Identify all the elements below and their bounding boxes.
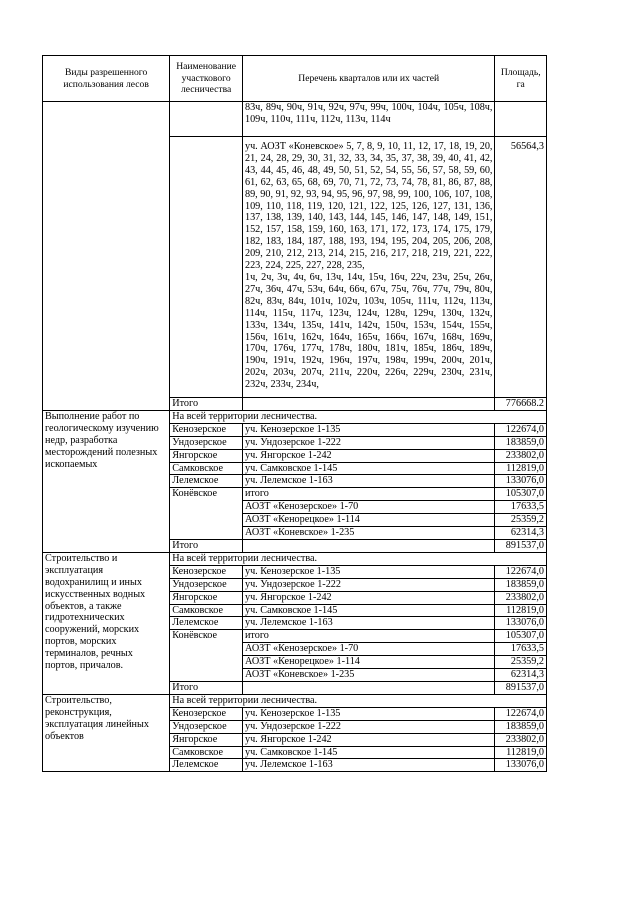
quarters-cell: [242, 398, 495, 411]
section-row: [43, 552, 547, 565]
quarters-cell: АОЗТ «Кенозерское» 1-70: [242, 643, 495, 656]
table-row: [43, 102, 547, 137]
total-value: 891537,0: [495, 681, 547, 694]
total-value: 891537,0: [495, 540, 547, 553]
total-label: Итого: [170, 681, 243, 694]
quarters-cell: уч. Лелемское 1-163: [242, 759, 495, 772]
quarters-cell: [242, 540, 495, 553]
total-label: Итого: [170, 540, 243, 553]
forestry-cell: Кенозерское: [170, 565, 243, 578]
forestry-cell: Лелемское: [170, 475, 243, 488]
quarters-cell: уч. Янгорское 1-242: [242, 733, 495, 746]
use-type-cell: Строительство и эксплуатация водохранилищ и иных искусственных водных объектов, а также гидротехнических сооружений, морских портов, морских терминалов, речных портов, причалов.: [43, 552, 170, 694]
quarters-cell: уч. Ундозерское 1-222: [242, 578, 495, 591]
area-cell: 122674,0: [495, 423, 547, 436]
total-value: 776668.2: [495, 398, 547, 411]
forestry-cell: Ундозерское: [170, 436, 243, 449]
forestry-cell: Ундозерское: [170, 578, 243, 591]
area-cell: 112819,0: [495, 604, 547, 617]
quarters-cell: АОЗТ «Коневское» 1-235: [242, 527, 495, 540]
forestry-cell: Янгорское: [170, 733, 243, 746]
area-cell: 233802,0: [495, 591, 547, 604]
quarters-cell: уч. Самковское 1-145: [242, 604, 495, 617]
quarters-cell: уч. Кенозерское 1-135: [242, 707, 495, 720]
konevskoe-parts-list: 1ч, 2ч, 3ч, 4ч, 6ч, 13ч, 14ч, 15ч, 16ч, 22ч, 23ч, 25ч, 26ч, 27ч, 36ч, 47ч, 53ч, 64ч, 66ч, 67ч, 75ч, 76ч, 77ч, 79ч, 80ч, 82ч, 83ч, 84ч, 101ч, 102ч, 103ч, 105ч, 111ч, 112ч, 113ч, 114ч, 115ч, 117ч, 123ч, 124ч, 128ч, 129ч, 130ч, 132ч, 133ч, 134ч, 135ч, 141ч, 142ч, 150ч, 153ч, 154ч, 155ч, 156ч, 161ч, 162ч, 164ч, 165ч, 166ч, 167ч, 168ч, 169ч, 170ч, 176ч, 177ч, 178ч, 180ч, 181ч, 185ч, 186ч, 189ч, 190ч, 191ч, 192ч, 196ч, 197ч, 198ч, 199ч, 200ч, 201ч, 202ч, 203ч, 207ч, 211ч, 220ч, 226ч, 229ч, 230ч, 231ч, 232ч, 233ч, 234ч,: [244, 271, 493, 391]
quarters-cell: уч. Кенозерское 1-135: [242, 565, 495, 578]
use-type-cell: [43, 102, 170, 411]
forestry-cell: Конёвское: [170, 488, 243, 540]
quarters-cell: 83ч, 89ч, 90ч, 91ч, 92ч, 97ч, 99ч, 100ч, 104ч, 105ч, 108ч, 109ч, 110ч, 111ч, 112ч, 113ч, 114ч: [242, 102, 495, 137]
forestry-cell: [170, 137, 243, 398]
quarters-cell: уч. Янгорское 1-242: [242, 449, 495, 462]
quarters-cell: уч. Кенозерское 1-135: [242, 423, 495, 436]
header-use-type: Виды разрешенного использования лесов: [43, 56, 170, 102]
all-territory-cell: На всей территории лесничества.: [170, 694, 547, 707]
area-cell: 105307,0: [495, 488, 547, 501]
use-type-cell: Строительство, реконструкция, эксплуатация линейных объектов: [43, 694, 170, 771]
quarters-cell: [242, 681, 495, 694]
area-cell: [495, 102, 547, 137]
area-cell: 112819,0: [495, 746, 547, 759]
quarters-cell: итого: [242, 630, 495, 643]
area-cell: 25359,2: [495, 656, 547, 669]
area-cell: 25359,2: [495, 514, 547, 527]
total-label: Итого: [170, 398, 243, 411]
quarters-cell: уч. Янгорское 1-242: [242, 591, 495, 604]
quarters-cell: уч. Самковское 1-145: [242, 746, 495, 759]
quarters-cell: уч. Лелемское 1-163: [242, 617, 495, 630]
area-cell: 133076,0: [495, 475, 547, 488]
section-row: [43, 694, 547, 707]
area-cell: 183859,0: [495, 578, 547, 591]
quarters-cell: уч. Ундозерское 1-222: [242, 720, 495, 733]
quarters-cell: уч. Ундозерское 1-222: [242, 436, 495, 449]
area-cell: 62314,3: [495, 527, 547, 540]
quarters-cell: АОЗТ «Кенозерское» 1-70: [242, 501, 495, 514]
area-cell: 62314,3: [495, 669, 547, 682]
area-cell: 233802,0: [495, 449, 547, 462]
quarters-cell: уч. Лелемское 1-163: [242, 475, 495, 488]
konevskoe-quarters-list: уч. АОЗТ «Коневское» 5, 7, 8, 9, 10, 11, 12, 17, 18, 19, 20, 21, 24, 28, 29, 30, 31, 32, 33, 34, 35, 37, 38, 39, 40, 41, 42, 43, 44, 45, 46, 48, 49, 50, 51, 52, 54, 55, 56, 57, 58, 59, 60, 61, 62, 63, 65, 68, 69, 70, 71, 72, 73, 74, 78, 81, 86, 87, 88, 89, 90, 91, 92, 93, 94, 95, 96, 97, 98, 99, 100, 106, 107, 108, 109, 110, 118, 119, 120, 121, 122, 125, 126, 127, 131, 136, 137, 138, 139, 140, 143, 144, 145, 146, 147, 148, 149, 151, 152, 157, 158, 159, 160, 163, 171, 172, 173, 174, 175, 179, 182, 183, 184, 187, 188, 193, 194, 195, 204, 205, 206, 208, 209, 210, 212, 213, 214, 215, 216, 217, 218, 219, 221, 222, 223, 224, 225, 227, 228, 235,: [244, 141, 493, 272]
quarters-cell: АОЗТ «Кенорецкое» 1-114: [242, 514, 495, 527]
forest-use-table: [42, 55, 547, 772]
area-cell: 112819,0: [495, 462, 547, 475]
area-cell: 56564,3: [495, 137, 547, 398]
forestry-cell: Лелемское: [170, 617, 243, 630]
quarters-cell: [242, 137, 495, 398]
quarters-cell: итого: [242, 488, 495, 501]
forestry-cell: Кенозерское: [170, 707, 243, 720]
area-cell: 183859,0: [495, 436, 547, 449]
forestry-cell: Янгорское: [170, 449, 243, 462]
area-cell: 17633,5: [495, 643, 547, 656]
all-territory-cell: На всей территории лесничества.: [170, 410, 547, 423]
forestry-cell: Конёвское: [170, 630, 243, 682]
header-quarters: Перечень кварталов или их частей: [242, 56, 495, 102]
forestry-cell: Лелемское: [170, 759, 243, 772]
forestry-cell: Самковское: [170, 462, 243, 475]
table-header-row: [43, 56, 547, 102]
quarters-cell: уч. Самковское 1-145: [242, 462, 495, 475]
area-cell: 122674,0: [495, 707, 547, 720]
area-cell: 122674,0: [495, 565, 547, 578]
forestry-cell: Самковское: [170, 746, 243, 759]
quarters-cell: АОЗТ «Кенорецкое» 1-114: [242, 656, 495, 669]
area-cell: 133076,0: [495, 759, 547, 772]
forestry-cell: Кенозерское: [170, 423, 243, 436]
all-territory-cell: На всей территории лесничества.: [170, 552, 547, 565]
forestry-cell: Ундозерское: [170, 720, 243, 733]
header-area: Площадь, га: [495, 56, 547, 102]
forestry-cell: Янгорское: [170, 591, 243, 604]
use-type-cell: Выполнение работ по геологическому изучению недр, разработка месторождений полезных ископаемых: [43, 410, 170, 552]
forestry-cell: [170, 102, 243, 137]
header-forestry: Наименование участкового лесничества: [170, 56, 243, 102]
section-row: [43, 410, 547, 423]
area-cell: 183859,0: [495, 720, 547, 733]
area-cell: 105307,0: [495, 630, 547, 643]
area-cell: 17633,5: [495, 501, 547, 514]
forestry-cell: Самковское: [170, 604, 243, 617]
quarters-cell: АОЗТ «Коневское» 1-235: [242, 669, 495, 682]
area-cell: 133076,0: [495, 617, 547, 630]
area-cell: 233802,0: [495, 733, 547, 746]
